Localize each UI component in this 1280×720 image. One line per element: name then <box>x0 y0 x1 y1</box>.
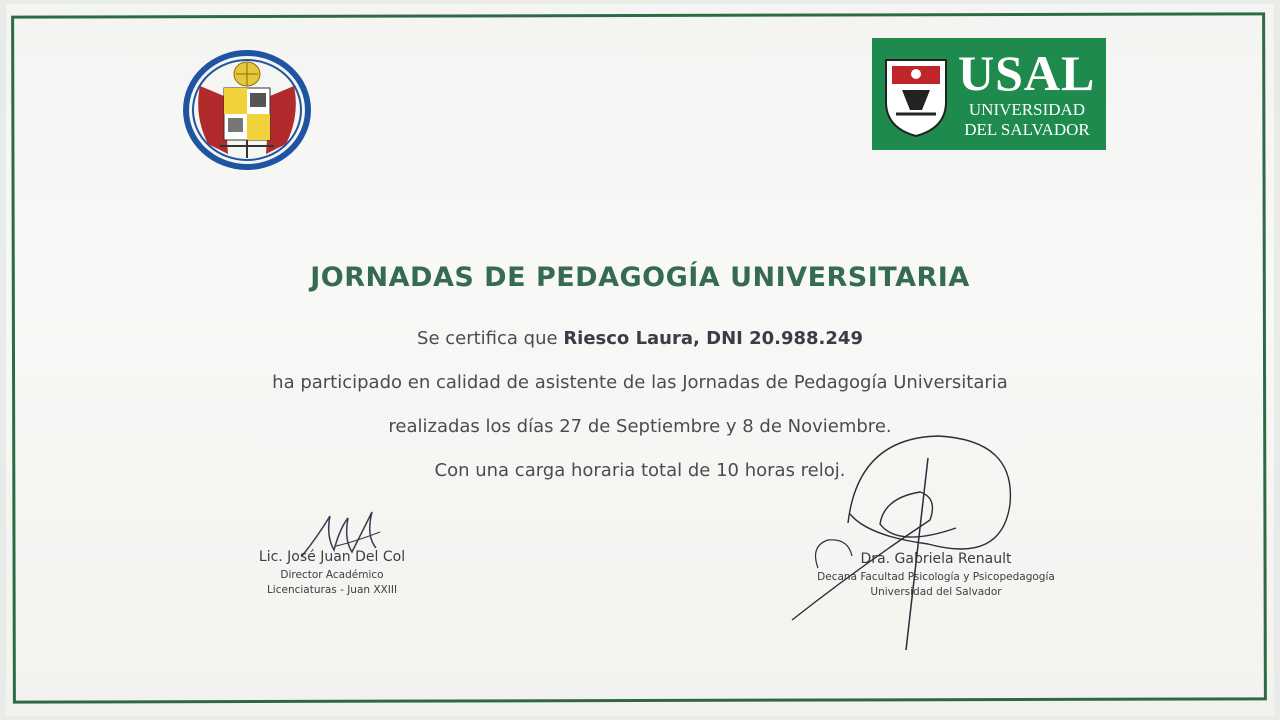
dates-line: realizadas los días 27 de Septiembre y 8 de Noviembre. <box>388 416 892 437</box>
signer-right-name: Dra. Gabriela Renault <box>860 551 1012 567</box>
participant-name: Riesco Laura, DNI 20.988.249 <box>563 328 863 349</box>
hours-line: Con una carga horaria total de 10 horas reloj. <box>434 460 846 481</box>
usal-shield-icon <box>882 50 950 138</box>
signer-left-role: Director Académico <box>280 569 384 581</box>
usal-subtitle-line2: DEL SALVADOR <box>964 120 1090 139</box>
certify-prefix: Se certifica que <box>417 328 564 349</box>
participation-line: ha participado en calidad de asistente de las Jornadas de Pedagogía Universitaria <box>272 372 1008 393</box>
signature-block-right <box>796 550 1076 600</box>
signer-left-name: Lic. José Juan Del Col <box>258 549 406 565</box>
signer-right-role: Decana Facultad Psicología y Psicopedagogía <box>817 571 1055 583</box>
usal-logo <box>872 38 1106 150</box>
usal-brand-text: USAL <box>958 45 1096 101</box>
signature-block-left <box>240 548 424 598</box>
signer-right-institution: Universidad del Salvador <box>870 586 1002 598</box>
usal-subtitle <box>958 100 1096 140</box>
certificate-title: JORNADAS DE PEDAGOGÍA UNIVERSITARIA <box>310 262 970 293</box>
institute-crest-icon <box>180 46 314 174</box>
certify-line <box>0 328 1280 349</box>
signer-left-institution: Licenciaturas - Juan XXIII <box>266 584 398 596</box>
usal-subtitle-line1: UNIVERSIDAD <box>968 100 1086 119</box>
